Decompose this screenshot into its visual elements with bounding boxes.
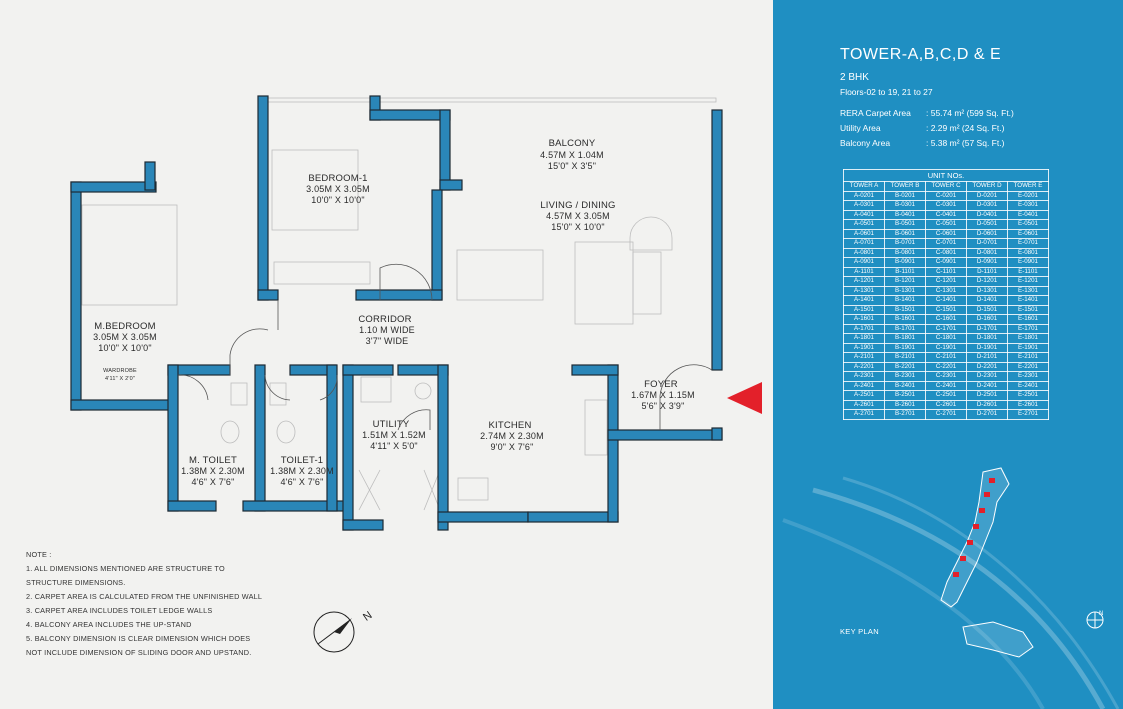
table-header-cell: TOWER A: [844, 182, 885, 192]
unit-number-cell: C-2201: [926, 362, 967, 372]
unit-number-cell: E-2101: [1008, 353, 1049, 363]
unit-number-cell: D-0501: [967, 220, 1008, 230]
table-row: [844, 391, 1049, 401]
unit-number-cell: E-2201: [1008, 362, 1049, 372]
unit-number-cell: A-2601: [844, 400, 885, 410]
svg-text:M.BEDROOM: M.BEDROOM: [94, 321, 156, 332]
unit-number-cell: C-0501: [926, 220, 967, 230]
unit-number-cell: B-1501: [885, 305, 926, 315]
unit-number-cell: A-0901: [844, 258, 885, 268]
unit-number-cell: B-1901: [885, 343, 926, 353]
unit-number-cell: E-1301: [1008, 286, 1049, 296]
unit-number-cell: D-1501: [967, 305, 1008, 315]
unit-number-cell: C-1301: [926, 286, 967, 296]
table-header-row: [844, 182, 1049, 192]
unit-number-cell: D-0701: [967, 239, 1008, 249]
unit-number-cell: A-0801: [844, 248, 885, 258]
unit-number-cell: B-2501: [885, 391, 926, 401]
table-row: [844, 210, 1049, 220]
unit-number-cell: C-2601: [926, 400, 967, 410]
table-header-cell: TOWER B: [885, 182, 926, 192]
unit-number-cell: E-2701: [1008, 410, 1049, 420]
unit-number-cell: E-1901: [1008, 343, 1049, 353]
unit-number-cell: D-1401: [967, 296, 1008, 306]
unit-number-cell: A-2401: [844, 381, 885, 391]
unit-number-cell: A-1801: [844, 334, 885, 344]
unit-number-cell: B-0901: [885, 258, 926, 268]
svg-text:LIVING / DINING: LIVING / DINING: [540, 200, 616, 211]
unit-number-cell: B-0501: [885, 220, 926, 230]
room-label-bedroom-1: [306, 173, 370, 205]
svg-text:9'0" X 7'6": 9'0" X 7'6": [490, 442, 534, 452]
table-row: [844, 324, 1049, 334]
unit-number-cell: C-2401: [926, 381, 967, 391]
unit-number-cell: D-0901: [967, 258, 1008, 268]
unit-number-cell: D-2301: [967, 372, 1008, 382]
unit-number-cell: A-0401: [844, 210, 885, 220]
area-value: : 55.74 m² (599 Sq. Ft.): [926, 108, 1014, 118]
unit-number-cell: A-0201: [844, 191, 885, 201]
svg-text:15'0" X 3'5": 15'0" X 3'5": [547, 161, 597, 171]
table-row: [844, 248, 1049, 258]
north-compass-icon: [312, 604, 382, 660]
room-label-foyer: [631, 379, 695, 411]
unit-number-cell: B-2401: [885, 381, 926, 391]
unit-number-cell: B-1401: [885, 296, 926, 306]
unit-number-cell: C-1201: [926, 277, 967, 287]
unit-number-cell: E-1801: [1008, 334, 1049, 344]
table-row: [844, 343, 1049, 353]
table-row: [844, 334, 1049, 344]
unit-number-cell: A-2201: [844, 362, 885, 372]
room-label-balcony: [540, 138, 604, 171]
unit-number-cell: D-2101: [967, 353, 1008, 363]
svg-text:4.57M X 3.05M: 4.57M X 3.05M: [546, 211, 610, 221]
unit-number-cell: D-2501: [967, 391, 1008, 401]
svg-text:10'0" X 10'0": 10'0" X 10'0": [98, 343, 152, 353]
tower-title: TOWER-A,B,C,D & E: [840, 46, 1002, 63]
unit-number-cell: D-0601: [967, 229, 1008, 239]
info-panel: [773, 0, 1123, 709]
unit-number-cell: B-2301: [885, 372, 926, 382]
unit-number-cell: D-1301: [967, 286, 1008, 296]
unit-number-cell: E-2501: [1008, 391, 1049, 401]
table-row: [844, 201, 1049, 211]
table-body: [844, 191, 1049, 419]
unit-number-cell: A-1901: [844, 343, 885, 353]
area-label: RERA Carpet Area: [840, 108, 911, 118]
unit-number-cell: C-2501: [926, 391, 967, 401]
unit-number-cell: C-0601: [926, 229, 967, 239]
compass-letter: N: [361, 609, 375, 624]
room-label-toilet-1: [270, 455, 334, 487]
unit-number-cell: C-1701: [926, 324, 967, 334]
unit-number-cell: C-1901: [926, 343, 967, 353]
unit-number-cell: A-1101: [844, 267, 885, 277]
area-value: : 5.38 m² (57 Sq. Ft.): [926, 138, 1005, 148]
floors-range: Floors-02 to 19, 21 to 27: [840, 87, 933, 97]
unit-number-cell: D-2601: [967, 400, 1008, 410]
unit-numbers-table: [843, 169, 1049, 420]
svg-text:UTILITY: UTILITY: [372, 419, 410, 430]
balcony-railing: [268, 98, 716, 102]
unit-number-cell: A-1401: [844, 296, 885, 306]
unit-number-cell: B-1101: [885, 267, 926, 277]
unit-number-cell: D-1101: [967, 267, 1008, 277]
unit-type: 2 BHK: [840, 72, 869, 83]
table-row: [844, 315, 1049, 325]
unit-number-cell: A-2701: [844, 410, 885, 420]
unit-number-cell: B-2701: [885, 410, 926, 420]
unit-number-cell: A-0501: [844, 220, 885, 230]
unit-number-cell: D-0401: [967, 210, 1008, 220]
svg-text:4.57M X 1.04M: 4.57M X 1.04M: [540, 150, 604, 160]
area-label: Utility Area: [840, 123, 881, 133]
note-line: 3. CARPET AREA INCLUDES TOILET LEDGE WALLS: [26, 606, 213, 615]
svg-text:BALCONY: BALCONY: [548, 138, 596, 149]
table-row: [844, 220, 1049, 230]
svg-text:3'7" WIDE: 3'7" WIDE: [365, 336, 409, 346]
unit-number-cell: A-1301: [844, 286, 885, 296]
unit-number-cell: E-2601: [1008, 400, 1049, 410]
note-line: NOT INCLUDE DIMENSION OF SLIDING DOOR AND UPSTAND.: [26, 648, 252, 657]
unit-number-cell: D-2401: [967, 381, 1008, 391]
room-label-corridor: [358, 314, 415, 346]
svg-text:4'6" X 7'6": 4'6" X 7'6": [191, 477, 235, 487]
table-row: [844, 381, 1049, 391]
unit-number-cell: E-1401: [1008, 296, 1049, 306]
unit-number-cell: D-1201: [967, 277, 1008, 287]
unit-number-cell: E-1501: [1008, 305, 1049, 315]
unit-number-cell: C-0801: [926, 248, 967, 258]
note-line: 1. ALL DIMENSIONS MENTIONED ARE STRUCTURE TO: [26, 564, 225, 573]
entry-arrow-icon: [727, 382, 762, 414]
table-header-cell: TOWER C: [926, 182, 967, 192]
notes-title: NOTE :: [26, 550, 52, 559]
svg-text:4'6" X 7'6": 4'6" X 7'6": [280, 477, 324, 487]
svg-text:TOILET-1: TOILET-1: [280, 455, 324, 466]
wardrobe-label: [103, 368, 137, 382]
svg-text:BEDROOM-1: BEDROOM-1: [308, 173, 368, 184]
unit-number-cell: B-1201: [885, 277, 926, 287]
unit-number-cell: B-2601: [885, 400, 926, 410]
unit-number-cell: C-2301: [926, 372, 967, 382]
unit-number-cell: A-1201: [844, 277, 885, 287]
unit-number-cell: A-0301: [844, 201, 885, 211]
unit-number-cell: C-1801: [926, 334, 967, 344]
unit-number-cell: B-2101: [885, 353, 926, 363]
svg-text:1.38M X 2.30M: 1.38M X 2.30M: [181, 466, 245, 476]
svg-text:15'0" X 10'0": 15'0" X 10'0": [551, 222, 605, 232]
unit-number-cell: D-2201: [967, 362, 1008, 372]
room-label-m-bedroom: [93, 321, 157, 353]
unit-number-cell: A-1701: [844, 324, 885, 334]
unit-number-cell: E-1601: [1008, 315, 1049, 325]
unit-number-cell: C-1501: [926, 305, 967, 315]
unit-number-cell: B-0301: [885, 201, 926, 211]
key-plan-label: KEY PLAN: [840, 627, 879, 636]
room-label-m-toilet: [181, 455, 245, 487]
svg-text:1.51M X 1.52M: 1.51M X 1.52M: [362, 430, 426, 440]
unit-number-cell: A-2301: [844, 372, 885, 382]
unit-number-cell: D-1801: [967, 334, 1008, 344]
svg-text:WARDROBE: WARDROBE: [103, 368, 137, 374]
unit-number-cell: E-1701: [1008, 324, 1049, 334]
notes-block: [26, 548, 326, 660]
unit-number-cell: C-1101: [926, 267, 967, 277]
svg-text:4'11" X 5'0": 4'11" X 5'0": [370, 441, 418, 451]
unit-number-cell: C-0701: [926, 239, 967, 249]
unit-number-cell: C-1401: [926, 296, 967, 306]
unit-number-cell: D-1901: [967, 343, 1008, 353]
area-value: : 2.29 m² (24 Sq. Ft.): [926, 123, 1005, 133]
area-label: Balcony Area: [840, 138, 891, 148]
unit-number-cell: A-2501: [844, 391, 885, 401]
table-header-cell: TOWER D: [967, 182, 1008, 192]
svg-text:2.74M X 2.30M: 2.74M X 2.30M: [480, 431, 544, 441]
unit-number-cell: B-0701: [885, 239, 926, 249]
unit-number-cell: E-2401: [1008, 381, 1049, 391]
unit-number-cell: E-0301: [1008, 201, 1049, 211]
table-row: [844, 239, 1049, 249]
unit-number-cell: B-0201: [885, 191, 926, 201]
svg-text:4'11" X 2'0": 4'11" X 2'0": [104, 376, 136, 382]
unit-number-cell: D-0201: [967, 191, 1008, 201]
note-line: 2. CARPET AREA IS CALCULATED FROM THE UNFINISHED WALL: [26, 592, 263, 601]
unit-number-cell: D-0801: [967, 248, 1008, 258]
table-row: [844, 191, 1049, 201]
unit-number-cell: E-0801: [1008, 248, 1049, 258]
table-header-cell: TOWER E: [1008, 182, 1049, 192]
svg-text:3.05M X 3.05M: 3.05M X 3.05M: [306, 184, 370, 194]
unit-number-cell: B-1601: [885, 315, 926, 325]
unit-number-cell: E-0701: [1008, 239, 1049, 249]
unit-number-cell: B-1701: [885, 324, 926, 334]
table-row: [844, 362, 1049, 372]
note-line: 4. BALCONY AREA INCLUDES THE UP-STAND: [26, 620, 192, 629]
table-row: [844, 353, 1049, 363]
unit-number-cell: D-1601: [967, 315, 1008, 325]
unit-number-cell: A-0601: [844, 229, 885, 239]
unit-number-cell: D-2701: [967, 410, 1008, 420]
unit-number-cell: A-1601: [844, 315, 885, 325]
table-row: [844, 286, 1049, 296]
unit-number-cell: A-1501: [844, 305, 885, 315]
unit-number-cell: E-0401: [1008, 210, 1049, 220]
svg-text:1.67M X 1.15M: 1.67M X 1.15M: [631, 390, 695, 400]
svg-text:KITCHEN: KITCHEN: [488, 420, 532, 431]
table-row: [844, 229, 1049, 239]
svg-text:1.38M X 2.30M: 1.38M X 2.30M: [270, 466, 334, 476]
unit-number-cell: E-0601: [1008, 229, 1049, 239]
table-row: [844, 410, 1049, 420]
table-row: [844, 277, 1049, 287]
key-plan-compass-letter: N: [1099, 611, 1104, 617]
svg-text:M. TOILET: M. TOILET: [189, 455, 237, 466]
table-row: [844, 296, 1049, 306]
unit-number-cell: B-2201: [885, 362, 926, 372]
room-label-utility: [362, 419, 426, 451]
room-label-kitchen: [480, 420, 544, 452]
walls: [71, 96, 722, 530]
table-row: [844, 372, 1049, 382]
unit-number-cell: C-0201: [926, 191, 967, 201]
svg-text:3.05M X 3.05M: 3.05M X 3.05M: [93, 332, 157, 342]
unit-number-cell: E-0201: [1008, 191, 1049, 201]
unit-number-cell: C-0401: [926, 210, 967, 220]
key-plan-diagram: [923, 462, 1053, 672]
unit-number-cell: D-1701: [967, 324, 1008, 334]
unit-number-cell: D-0301: [967, 201, 1008, 211]
unit-number-cell: C-0301: [926, 201, 967, 211]
note-line: 5. BALCONY DIMENSION IS CLEAR DIMENSION WHICH DOES: [26, 634, 251, 643]
unit-number-cell: B-1301: [885, 286, 926, 296]
table-row: [844, 305, 1049, 315]
unit-number-cell: B-0401: [885, 210, 926, 220]
area-row-carpet: [840, 108, 1014, 118]
table-row: [844, 258, 1049, 268]
unit-number-cell: B-1801: [885, 334, 926, 344]
unit-number-cell: C-0901: [926, 258, 967, 268]
unit-number-cell: A-0701: [844, 239, 885, 249]
room-label-living-dining: [540, 200, 615, 232]
note-line: STRUCTURE DIMENSIONS.: [26, 578, 126, 587]
table-row: [844, 267, 1049, 277]
area-row-utility: [840, 123, 1004, 133]
unit-number-cell: A-2101: [844, 353, 885, 363]
svg-text:10'0" X 10'0": 10'0" X 10'0": [311, 195, 365, 205]
unit-number-cell: C-1601: [926, 315, 967, 325]
unit-number-cell: B-0601: [885, 229, 926, 239]
table-caption: UNIT NOs.: [844, 170, 1049, 182]
unit-number-cell: B-0801: [885, 248, 926, 258]
svg-text:FOYER: FOYER: [644, 379, 678, 390]
table-row: [844, 400, 1049, 410]
unit-number-cell: C-2101: [926, 353, 967, 363]
svg-text:CORRIDOR: CORRIDOR: [358, 314, 412, 325]
svg-text:1.10 M WIDE: 1.10 M WIDE: [359, 325, 415, 335]
area-row-balcony: [840, 138, 1004, 148]
unit-number-cell: E-1101: [1008, 267, 1049, 277]
unit-number-cell: E-2301: [1008, 372, 1049, 382]
svg-text:5'6" X 3'9": 5'6" X 3'9": [641, 401, 685, 411]
unit-number-cell: E-0501: [1008, 220, 1049, 230]
unit-number-cell: E-0901: [1008, 258, 1049, 268]
unit-number-cell: E-1201: [1008, 277, 1049, 287]
unit-number-cell: C-2701: [926, 410, 967, 420]
